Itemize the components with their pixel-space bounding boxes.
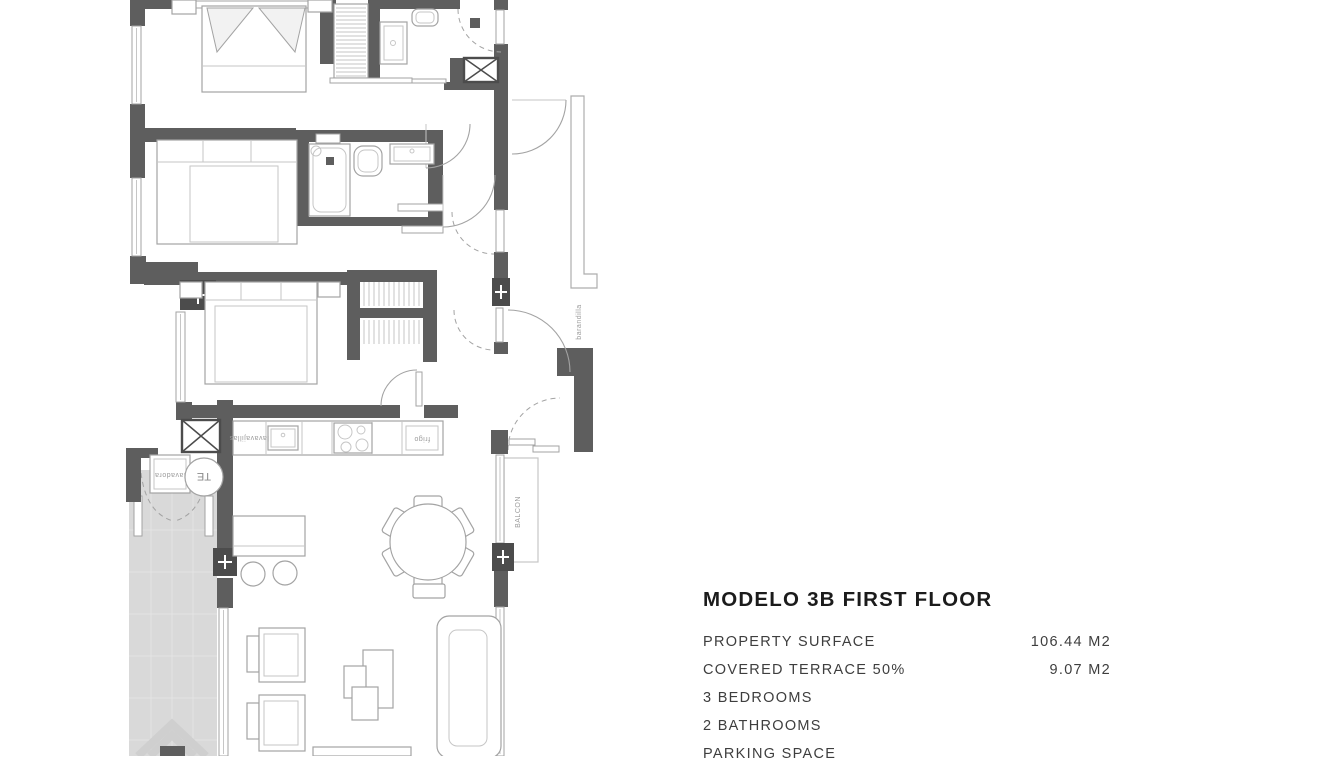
coffee-table	[352, 687, 378, 720]
double-bed	[157, 140, 297, 244]
shelf	[180, 282, 202, 298]
spec-row	[703, 712, 1111, 740]
kitchen-island	[233, 516, 305, 586]
bench	[413, 584, 445, 598]
drain	[326, 157, 334, 165]
water-heater-label: TE	[196, 470, 212, 482]
double-bed	[205, 282, 317, 384]
bedroom-2	[157, 140, 297, 244]
shower	[309, 144, 350, 216]
living-room	[247, 616, 501, 756]
exterior-landing	[508, 96, 597, 452]
armchair-arm	[247, 703, 259, 739]
tv-bench	[313, 747, 411, 756]
bedroom-3	[180, 282, 422, 406]
spec-row	[703, 628, 1111, 656]
spec-label: PARKING SPACE	[703, 746, 837, 762]
shaft-marker	[470, 18, 480, 28]
spec-label: COVERED TERRACE 50%	[703, 662, 906, 678]
terrace	[129, 470, 217, 756]
spec-value: 9.07 M2	[1049, 662, 1111, 678]
balcony-label: BALCON	[515, 496, 522, 528]
spec-row	[703, 656, 1111, 684]
spec-row	[703, 684, 1111, 712]
stool	[273, 561, 297, 585]
stool	[241, 562, 265, 586]
shelf	[318, 282, 340, 297]
door-swing	[443, 175, 495, 227]
spec-label: 2 BATHROOMS	[703, 718, 822, 734]
corridor-doors	[452, 212, 494, 350]
sofa	[437, 616, 501, 756]
washer-label: lavadora	[154, 471, 186, 478]
wardrobe	[334, 4, 368, 78]
spec-label: PROPERTY SURFACE	[703, 634, 876, 650]
utility-room	[150, 455, 223, 496]
porch-wall	[557, 348, 593, 376]
railing	[571, 96, 597, 288]
info-panel	[703, 588, 1111, 768]
spec-row	[703, 740, 1111, 768]
nightstand	[172, 0, 196, 14]
dining-area	[381, 496, 475, 598]
plan-title: MODELO 3B FIRST FLOOR	[703, 588, 993, 611]
dishwasher-label: lavavajillas	[229, 434, 269, 441]
dining-table	[390, 504, 466, 580]
spec-value: 106.44 M2	[1030, 634, 1111, 650]
door-swing	[381, 370, 417, 406]
kitchen	[229, 421, 443, 455]
armchair-arm	[247, 636, 259, 672]
slider-door	[509, 439, 535, 445]
railing-label: barandilla	[576, 304, 583, 340]
nightstand	[308, 0, 332, 12]
floor-plan	[0, 0, 660, 756]
fridge-label: frigo	[413, 435, 431, 442]
spec-label: 3 BEDROOMS	[703, 690, 813, 706]
plan-labels	[515, 304, 583, 528]
kitchen-sink	[268, 426, 298, 450]
